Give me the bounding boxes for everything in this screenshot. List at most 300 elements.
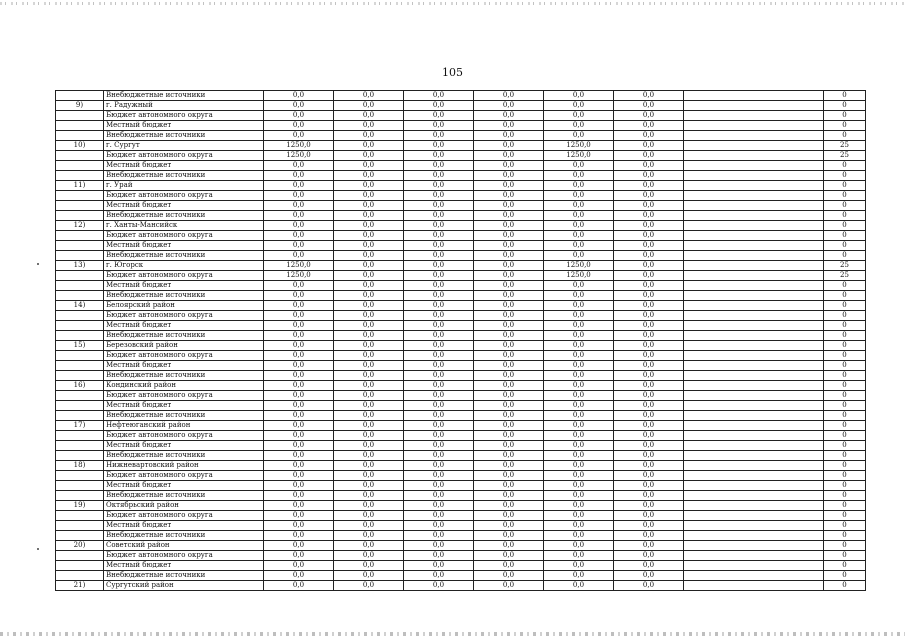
indicator-cell: 0 <box>824 431 866 441</box>
value-cell: 0,0 <box>474 401 544 411</box>
value-cell: 0,0 <box>334 401 404 411</box>
table-row <box>56 111 866 121</box>
value-cell: 0,0 <box>264 191 334 201</box>
row-number <box>56 431 104 441</box>
indicator-cell: 0 <box>824 241 866 251</box>
value-cell: 0,0 <box>264 201 334 211</box>
value-cell <box>684 231 824 241</box>
value-cell: 0,0 <box>404 401 474 411</box>
row-label: Внебюджетные источники <box>104 91 264 101</box>
value-cell <box>684 181 824 191</box>
value-cell: 0,0 <box>404 231 474 241</box>
table-row <box>56 251 866 261</box>
value-cell: 0,0 <box>544 551 614 561</box>
scan-noise-top <box>0 2 905 5</box>
table-row <box>56 231 866 241</box>
value-cell: 0,0 <box>264 111 334 121</box>
value-cell: 0,0 <box>614 331 684 341</box>
value-cell: 0,0 <box>614 141 684 151</box>
table-row <box>56 101 866 111</box>
row-number <box>56 551 104 561</box>
row-label: Бюджет автономного округа <box>104 351 264 361</box>
table-row <box>56 391 866 401</box>
row-label: Белоярский район <box>104 301 264 311</box>
indicator-cell: 0 <box>824 111 866 121</box>
value-cell <box>684 211 824 221</box>
value-cell: 0,0 <box>474 481 544 491</box>
value-cell: 0,0 <box>334 201 404 211</box>
table-row <box>56 361 866 371</box>
value-cell: 0,0 <box>404 91 474 101</box>
value-cell: 0,0 <box>474 191 544 201</box>
table-row <box>56 481 866 491</box>
row-label: Местный бюджет <box>104 121 264 131</box>
indicator-cell: 0 <box>824 321 866 331</box>
value-cell: 0,0 <box>404 421 474 431</box>
row-label: Местный бюджет <box>104 201 264 211</box>
value-cell: 0,0 <box>264 401 334 411</box>
value-cell: 0,0 <box>614 181 684 191</box>
value-cell: 0,0 <box>474 221 544 231</box>
row-label: Местный бюджет <box>104 361 264 371</box>
value-cell: 1250,0 <box>264 151 334 161</box>
row-label: Внебюджетные источники <box>104 531 264 541</box>
value-cell: 0,0 <box>334 251 404 261</box>
row-number <box>56 361 104 371</box>
value-cell: 0,0 <box>544 121 614 131</box>
row-number: 18) <box>56 461 104 471</box>
row-label: Местный бюджет <box>104 521 264 531</box>
row-label: Внебюджетные источники <box>104 211 264 221</box>
table-row <box>56 561 866 571</box>
value-cell: 0,0 <box>614 571 684 581</box>
value-cell: 0,0 <box>544 461 614 471</box>
table-row <box>56 191 866 201</box>
value-cell: 0,0 <box>614 441 684 451</box>
value-cell: 0,0 <box>614 371 684 381</box>
table-row <box>56 91 866 101</box>
value-cell: 0,0 <box>264 171 334 181</box>
row-number <box>56 131 104 141</box>
indicator-cell: 0 <box>824 191 866 201</box>
value-cell: 0,0 <box>264 421 334 431</box>
value-cell: 0,0 <box>264 361 334 371</box>
value-cell: 0,0 <box>544 451 614 461</box>
value-cell: 0,0 <box>404 271 474 281</box>
value-cell: 0,0 <box>264 241 334 251</box>
value-cell: 0,0 <box>334 221 404 231</box>
indicator-cell: 0 <box>824 231 866 241</box>
value-cell: 0,0 <box>614 121 684 131</box>
indicator-cell: 0 <box>824 171 866 181</box>
value-cell: 0,0 <box>474 161 544 171</box>
table-row <box>56 551 866 561</box>
indicator-cell: 0 <box>824 451 866 461</box>
table-row <box>56 291 866 301</box>
value-cell: 0,0 <box>334 561 404 571</box>
value-cell: 0,0 <box>544 401 614 411</box>
row-number: 20) <box>56 541 104 551</box>
value-cell: 0,0 <box>334 171 404 181</box>
value-cell: 1250,0 <box>544 151 614 161</box>
value-cell: 0,0 <box>544 571 614 581</box>
row-label: Местный бюджет <box>104 281 264 291</box>
value-cell: 0,0 <box>544 491 614 501</box>
value-cell: 0,0 <box>264 161 334 171</box>
row-number: 17) <box>56 421 104 431</box>
value-cell: 0,0 <box>404 551 474 561</box>
value-cell: 0,0 <box>474 501 544 511</box>
row-label: Бюджет автономного округа <box>104 391 264 401</box>
value-cell: 0,0 <box>474 351 544 361</box>
table-row <box>56 261 866 271</box>
value-cell: 0,0 <box>264 351 334 361</box>
value-cell: 0,0 <box>474 441 544 451</box>
value-cell: 0,0 <box>614 161 684 171</box>
value-cell <box>684 581 824 591</box>
value-cell: 0,0 <box>334 531 404 541</box>
value-cell: 0,0 <box>474 331 544 341</box>
value-cell: 0,0 <box>474 551 544 561</box>
table-row <box>56 401 866 411</box>
indicator-cell: 0 <box>824 201 866 211</box>
value-cell: 0,0 <box>264 551 334 561</box>
value-cell: 0,0 <box>544 411 614 421</box>
value-cell: 0,0 <box>614 271 684 281</box>
value-cell: 0,0 <box>264 371 334 381</box>
value-cell: 0,0 <box>404 581 474 591</box>
value-cell <box>684 341 824 351</box>
value-cell: 0,0 <box>334 231 404 241</box>
table-row <box>56 171 866 181</box>
row-number <box>56 571 104 581</box>
row-number <box>56 481 104 491</box>
row-label: Октябрьский район <box>104 501 264 511</box>
table-row <box>56 201 866 211</box>
row-number <box>56 311 104 321</box>
value-cell: 0,0 <box>404 311 474 321</box>
value-cell: 0,0 <box>264 381 334 391</box>
value-cell: 0,0 <box>614 511 684 521</box>
value-cell: 0,0 <box>264 531 334 541</box>
row-label: Бюджет автономного округа <box>104 511 264 521</box>
value-cell: 0,0 <box>544 371 614 381</box>
table-row <box>56 521 866 531</box>
table-row <box>56 491 866 501</box>
value-cell: 0,0 <box>334 181 404 191</box>
value-cell: 0,0 <box>404 141 474 151</box>
value-cell: 0,0 <box>264 491 334 501</box>
row-label: Бюджет автономного округа <box>104 431 264 441</box>
value-cell: 0,0 <box>474 91 544 101</box>
row-label: Местный бюджет <box>104 161 264 171</box>
row-label: г. Югорск <box>104 261 264 271</box>
indicator-cell: 0 <box>824 541 866 551</box>
row-number <box>56 321 104 331</box>
value-cell: 0,0 <box>544 521 614 531</box>
value-cell: 0,0 <box>614 461 684 471</box>
value-cell: 0,0 <box>544 181 614 191</box>
value-cell: 0,0 <box>334 301 404 311</box>
value-cell: 1250,0 <box>544 261 614 271</box>
value-cell: 0,0 <box>614 361 684 371</box>
row-label: Внебюджетные источники <box>104 451 264 461</box>
indicator-cell: 0 <box>824 301 866 311</box>
value-cell: 0,0 <box>544 201 614 211</box>
value-cell: 0,0 <box>404 531 474 541</box>
indicator-cell: 0 <box>824 551 866 561</box>
value-cell: 0,0 <box>614 101 684 111</box>
row-number: 15) <box>56 341 104 351</box>
value-cell: 0,0 <box>334 331 404 341</box>
indicator-cell: 0 <box>824 511 866 521</box>
indicator-cell: 0 <box>824 361 866 371</box>
indicator-cell: 0 <box>824 581 866 591</box>
row-number <box>56 411 104 421</box>
row-number <box>56 511 104 521</box>
value-cell: 0,0 <box>614 341 684 351</box>
value-cell: 0,0 <box>474 271 544 281</box>
row-label: г. Ханты-Мансийск <box>104 221 264 231</box>
value-cell: 0,0 <box>614 451 684 461</box>
row-number: 9) <box>56 101 104 111</box>
value-cell <box>684 571 824 581</box>
row-number <box>56 291 104 301</box>
value-cell <box>684 91 824 101</box>
row-number <box>56 161 104 171</box>
table-row <box>56 431 866 441</box>
value-cell: 0,0 <box>474 111 544 121</box>
indicator-cell: 0 <box>824 401 866 411</box>
value-cell: 0,0 <box>264 481 334 491</box>
value-cell <box>684 331 824 341</box>
indicator-cell: 0 <box>824 311 866 321</box>
value-cell: 0,0 <box>404 541 474 551</box>
indicator-cell: 0 <box>824 331 866 341</box>
indicator-cell: 0 <box>824 561 866 571</box>
value-cell: 0,0 <box>614 301 684 311</box>
scan-speck <box>37 548 39 550</box>
value-cell: 0,0 <box>614 551 684 561</box>
value-cell: 0,0 <box>334 371 404 381</box>
row-number <box>56 391 104 401</box>
value-cell <box>684 141 824 151</box>
table-row <box>56 461 866 471</box>
value-cell: 0,0 <box>544 501 614 511</box>
value-cell: 0,0 <box>474 451 544 461</box>
value-cell: 0,0 <box>334 461 404 471</box>
value-cell <box>684 111 824 121</box>
value-cell: 0,0 <box>334 421 404 431</box>
value-cell: 0,0 <box>264 541 334 551</box>
value-cell: 0,0 <box>474 571 544 581</box>
value-cell: 0,0 <box>334 291 404 301</box>
table-row <box>56 241 866 251</box>
row-number <box>56 211 104 221</box>
value-cell: 0,0 <box>544 531 614 541</box>
scan-speck <box>37 263 39 265</box>
value-cell: 0,0 <box>404 201 474 211</box>
table-row <box>56 161 866 171</box>
row-number <box>56 271 104 281</box>
row-label: Внебюджетные источники <box>104 291 264 301</box>
value-cell: 0,0 <box>404 331 474 341</box>
row-label: г. Урай <box>104 181 264 191</box>
value-cell: 0,0 <box>474 311 544 321</box>
value-cell: 0,0 <box>404 391 474 401</box>
row-label: Бюджет автономного округа <box>104 471 264 481</box>
value-cell: 0,0 <box>544 321 614 331</box>
value-cell: 0,0 <box>334 341 404 351</box>
value-cell: 0,0 <box>404 521 474 531</box>
row-number: 11) <box>56 181 104 191</box>
value-cell: 0,0 <box>614 531 684 541</box>
row-label: Нижневартовский район <box>104 461 264 471</box>
row-label: Бюджет автономного округа <box>104 231 264 241</box>
row-number: 21) <box>56 581 104 591</box>
value-cell: 0,0 <box>334 551 404 561</box>
value-cell: 0,0 <box>334 381 404 391</box>
value-cell: 0,0 <box>264 461 334 471</box>
value-cell: 0,0 <box>474 281 544 291</box>
row-number <box>56 121 104 131</box>
row-number <box>56 531 104 541</box>
indicator-cell: 0 <box>824 351 866 361</box>
value-cell <box>684 361 824 371</box>
value-cell: 0,0 <box>544 581 614 591</box>
row-label: г. Сургут <box>104 141 264 151</box>
value-cell <box>684 371 824 381</box>
value-cell <box>684 311 824 321</box>
indicator-cell: 0 <box>824 221 866 231</box>
value-cell: 0,0 <box>474 231 544 241</box>
value-cell: 0,0 <box>614 221 684 231</box>
value-cell: 0,0 <box>264 511 334 521</box>
value-cell <box>684 271 824 281</box>
value-cell: 0,0 <box>264 321 334 331</box>
row-label: Кондинский район <box>104 381 264 391</box>
row-label: Местный бюджет <box>104 441 264 451</box>
value-cell: 0,0 <box>614 481 684 491</box>
value-cell: 0,0 <box>544 391 614 401</box>
value-cell <box>684 321 824 331</box>
value-cell: 0,0 <box>264 281 334 291</box>
value-cell: 0,0 <box>544 561 614 571</box>
table-row <box>56 511 866 521</box>
table-row <box>56 281 866 291</box>
value-cell: 0,0 <box>334 121 404 131</box>
row-number: 16) <box>56 381 104 391</box>
value-cell: 0,0 <box>614 251 684 261</box>
value-cell: 0,0 <box>614 281 684 291</box>
value-cell: 0,0 <box>474 561 544 571</box>
value-cell: 0,0 <box>404 251 474 261</box>
value-cell: 0,0 <box>404 351 474 361</box>
row-label: Внебюджетные источники <box>104 491 264 501</box>
indicator-cell: 0 <box>824 461 866 471</box>
table-row <box>56 381 866 391</box>
row-number <box>56 351 104 361</box>
value-cell: 0,0 <box>264 121 334 131</box>
row-label: Нефтеюганский район <box>104 421 264 431</box>
value-cell: 0,0 <box>614 111 684 121</box>
value-cell: 0,0 <box>474 341 544 351</box>
row-number: 13) <box>56 261 104 271</box>
value-cell <box>684 291 824 301</box>
indicator-cell: 0 <box>824 531 866 541</box>
value-cell: 0,0 <box>404 361 474 371</box>
value-cell: 0,0 <box>614 411 684 421</box>
indicator-cell: 0 <box>824 121 866 131</box>
value-cell: 0,0 <box>474 511 544 521</box>
value-cell: 0,0 <box>544 191 614 201</box>
table-row <box>56 541 866 551</box>
row-label: Бюджет автономного округа <box>104 551 264 561</box>
row-number <box>56 251 104 261</box>
value-cell: 0,0 <box>404 101 474 111</box>
indicator-cell: 0 <box>824 471 866 481</box>
indicator-cell: 0 <box>824 291 866 301</box>
value-cell: 0,0 <box>474 301 544 311</box>
indicator-cell: 0 <box>824 521 866 531</box>
value-cell: 0,0 <box>264 501 334 511</box>
table-row <box>56 451 866 461</box>
value-cell: 0,0 <box>614 191 684 201</box>
indicator-cell: 0 <box>824 131 866 141</box>
value-cell: 0,0 <box>544 111 614 121</box>
value-cell: 0,0 <box>264 291 334 301</box>
value-cell: 0,0 <box>614 211 684 221</box>
value-cell: 0,0 <box>474 291 544 301</box>
row-number <box>56 111 104 121</box>
table-row <box>56 211 866 221</box>
indicator-cell: 0 <box>824 481 866 491</box>
value-cell: 0,0 <box>264 571 334 581</box>
value-cell: 0,0 <box>544 171 614 181</box>
row-label: Внебюджетные источники <box>104 131 264 141</box>
budget-table <box>55 90 866 591</box>
value-cell <box>684 501 824 511</box>
value-cell: 0,0 <box>474 141 544 151</box>
value-cell <box>684 561 824 571</box>
value-cell: 0,0 <box>404 461 474 471</box>
value-cell: 0,0 <box>334 521 404 531</box>
row-number <box>56 441 104 451</box>
value-cell <box>684 521 824 531</box>
value-cell: 0,0 <box>614 91 684 101</box>
value-cell: 0,0 <box>544 431 614 441</box>
indicator-cell: 25 <box>824 271 866 281</box>
row-label: Внебюджетные источники <box>104 331 264 341</box>
row-number <box>56 231 104 241</box>
row-label: Бюджет автономного округа <box>104 191 264 201</box>
value-cell: 0,0 <box>474 201 544 211</box>
value-cell: 0,0 <box>614 231 684 241</box>
table-row <box>56 421 866 431</box>
indicator-cell: 0 <box>824 391 866 401</box>
table-row <box>56 351 866 361</box>
value-cell: 0,0 <box>404 481 474 491</box>
indicator-cell: 0 <box>824 501 866 511</box>
value-cell: 0,0 <box>334 571 404 581</box>
value-cell: 0,0 <box>614 431 684 441</box>
indicator-cell: 0 <box>824 411 866 421</box>
value-cell: 0,0 <box>474 461 544 471</box>
value-cell: 0,0 <box>474 431 544 441</box>
value-cell: 0,0 <box>334 321 404 331</box>
value-cell: 0,0 <box>334 261 404 271</box>
value-cell: 0,0 <box>614 471 684 481</box>
